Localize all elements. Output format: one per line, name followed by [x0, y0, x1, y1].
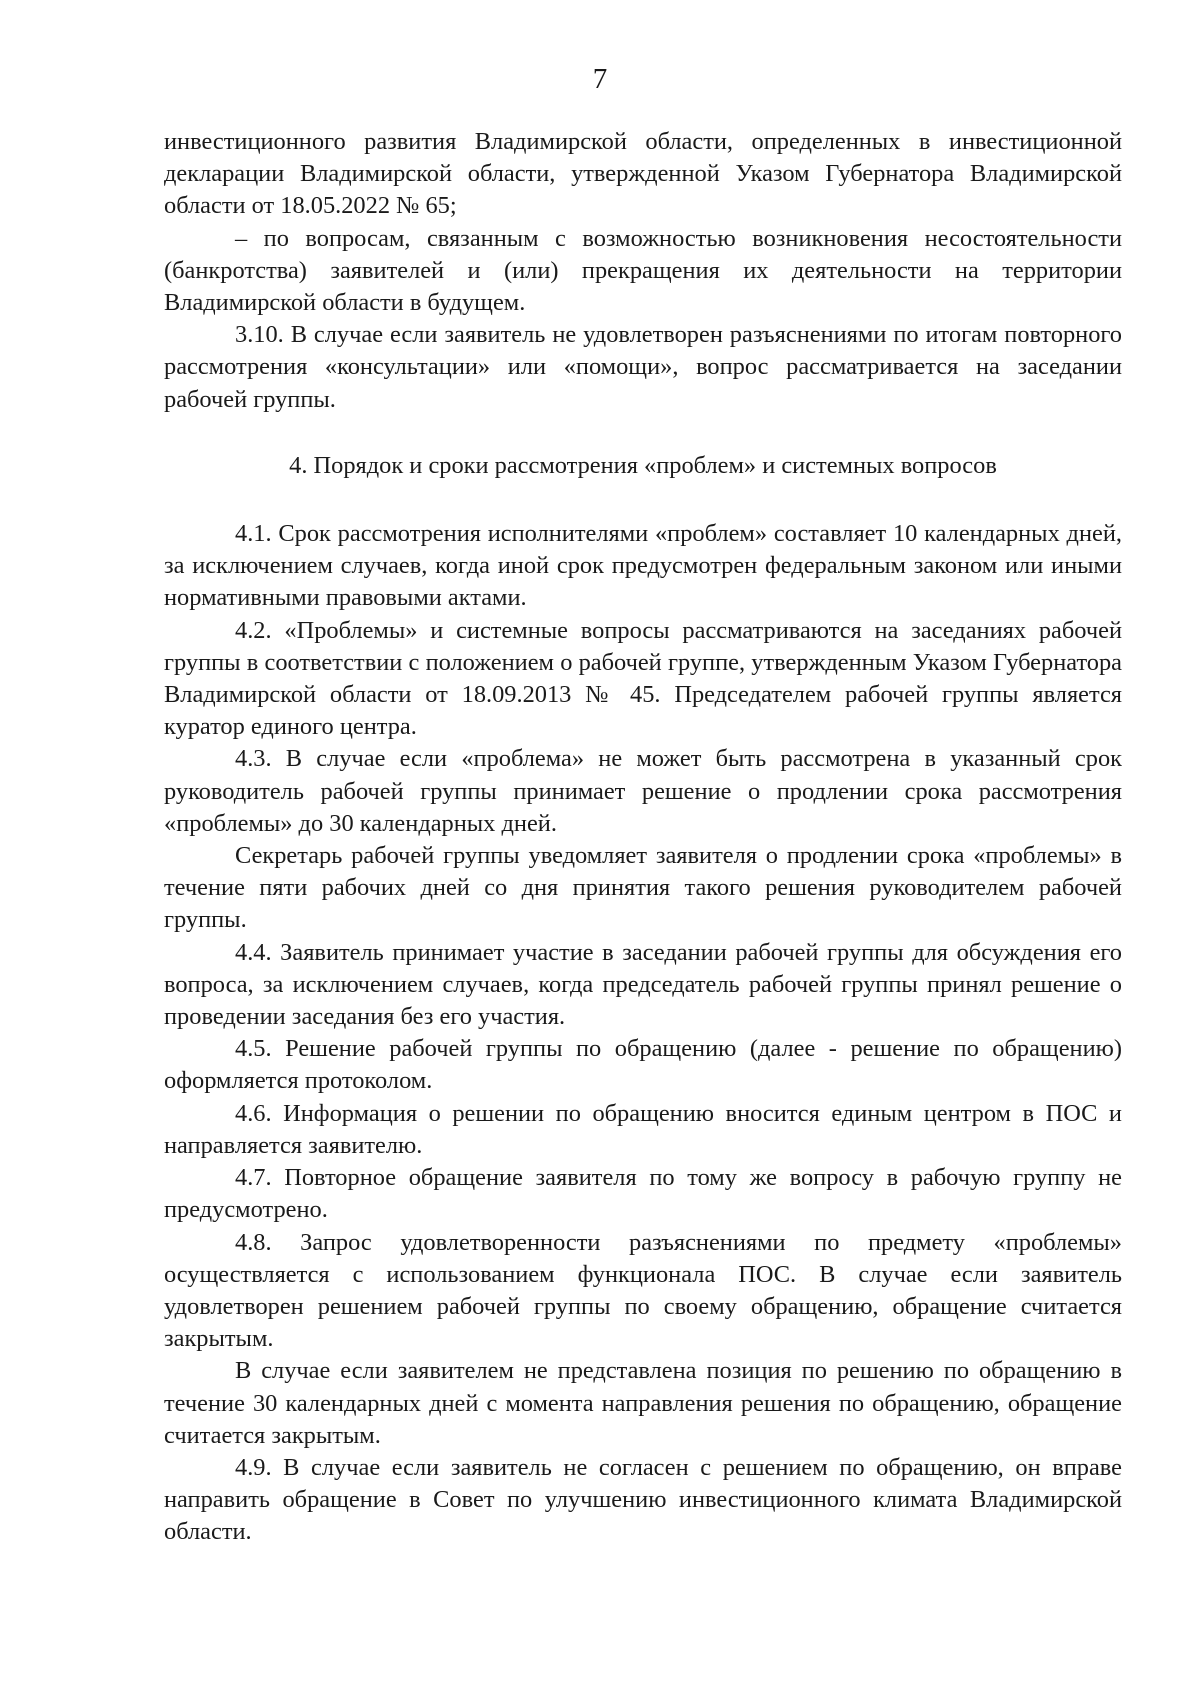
- paragraph-4-6: 4.6. Информация о решении по обращению вносится единым центром в ПОС и направляется заявителю.: [164, 1099, 1122, 1159]
- document-body: [164, 126, 1122, 1549]
- paragraph-3-10: 3.10. В случае если заявитель не удовлетворен разъяснениями по итогам повторного рассмотрения «консультации» или «помощи», вопрос рассматривается на заседании рабочей группы.: [164, 321, 1122, 413]
- paragraph-4-9: 4.9. В случае если заявитель не согласен с решением по обращению, он вправе направить обращение в Совет по улучшению инвестиционного климата Владимирской области.: [164, 1453, 1122, 1546]
- paragraph-4-4: 4.4. Заявитель принимает участие в заседании рабочей группы для обсуждения его вопроса, за исключением случаев, когда председатель рабочей группы принял решение о проведении заседания без его участия.: [164, 938, 1122, 1031]
- section-heading: 4. Порядок и сроки рассмотрения «проблем» и системных вопросов: [289, 451, 997, 479]
- paragraph-4-1: 4.1. Срок рассмотрения исполнителями «проблем» составляет 10 календарных дней, за исключением случаев, когда иной срок предусмотрен федеральным законом или иными нормативными правовыми актами.: [164, 520, 1122, 612]
- paragraph-4-7: 4.7. Повторное обращение заявителя по тому же вопросу в рабочую группу не предусмотрено.: [164, 1164, 1122, 1224]
- paragraph-closed-case: В случае если заявителем не представлена позиция по решению по обращению в течение 30 календарных дней с момента направления решения по обращению, обращение считается закрытым.: [164, 1357, 1122, 1449]
- paragraph-4-8: 4.8. Запрос удовлетворенности разъяснениями по предмету «проблемы» осуществляется с использованием функционала ПОС. В случае если заявитель удовлетворен решением рабочей группы по своему обращению, обращение считается закрытым.: [164, 1228, 1122, 1353]
- paragraph-4-3: 4.3. В случае если «проблема» не может быть рассмотрена в указанный срок руководитель рабочей группы принимает решение о продлении срока рассмотрения «проблемы» до 30 календарных дней.: [164, 745, 1122, 837]
- paragraph-4-2: 4.2. «Проблемы» и системные вопросы рассматриваются на заседаниях рабочей группы в соответствии с положением о рабочей группе, утвержденным Указом Губернатора Владимирской области от 18.09.2013 № 45. Председателем рабочей группы является куратор единого центра.: [164, 616, 1122, 741]
- page-number: 7: [592, 63, 608, 95]
- paragraph-list-item: – по вопросам, связанным с возможностью возникновения несостоятельности (банкротства) заявителей и (или) прекращения их деятельности на территории Владимирской области в будущем.: [164, 224, 1122, 317]
- paragraph-secretary: Секретарь рабочей группы уведомляет заявителя о продлении срока «проблемы» в течение пяти рабочих дней со дня принятия такого решения руководителем рабочей группы.: [164, 842, 1122, 934]
- paragraph-continuation: инвестиционного развития Владимирской области, определенных в инвестиционной декларации Владимирской области, утвержденной Указом Губернатора Владимирской области от 18.05.2022 № 65;: [164, 128, 1122, 220]
- paragraph-4-5: 4.5. Решение рабочей группы по обращению (далее - решение по обращению) оформляется протоколом.: [164, 1035, 1122, 1095]
